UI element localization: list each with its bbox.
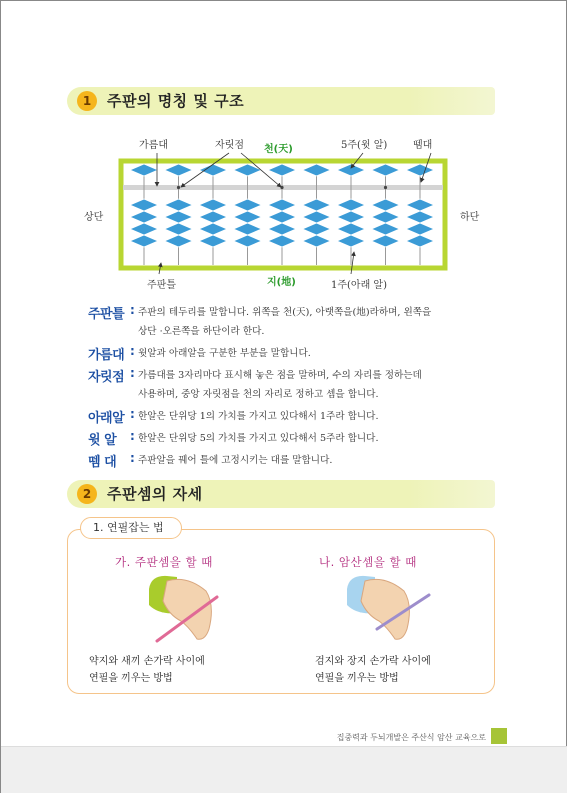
definition-item bbox=[88, 407, 508, 426]
section-header-posture bbox=[67, 480, 495, 508]
definition-body bbox=[138, 429, 508, 448]
unit-dot bbox=[177, 186, 180, 189]
definition-colon: : bbox=[130, 303, 135, 317]
definition-term: 주판틀 bbox=[88, 307, 125, 322]
page-number-box bbox=[491, 728, 507, 744]
definition-list bbox=[88, 303, 508, 473]
unit-dot bbox=[384, 186, 387, 189]
definition-item bbox=[88, 303, 508, 341]
definition-colon: : bbox=[130, 344, 135, 358]
definition-line: 가름대를 3자리마다 표시해 놓은 점을 말하며, 수의 자리를 정하는데 bbox=[138, 370, 422, 381]
bottom-band bbox=[1, 746, 567, 793]
label-upper-side: 상단 bbox=[84, 212, 104, 223]
caption-line: 연필을 끼우는 방법 bbox=[89, 673, 173, 684]
caption-line: 연필을 끼우는 방법 bbox=[315, 673, 399, 684]
label-upper-bead: 5주(윗 알) bbox=[341, 140, 388, 151]
label-beam: 가름대 bbox=[139, 140, 168, 151]
abacus-drawing bbox=[1, 126, 567, 296]
label-earth: 지(地) bbox=[267, 277, 296, 288]
definition-line: 상단 ·오른쪽을 하단이라 한다. bbox=[138, 326, 265, 337]
label-frame: 주판틀 bbox=[147, 280, 176, 291]
definition-line: 한알은 단위당 1의 가치를 가지고 있다해서 1주라 합니다. bbox=[138, 411, 379, 422]
caption-line: 검지와 장지 손가락 사이에 bbox=[315, 656, 431, 667]
definition-line: 한알은 단위당 5의 가치를 가지고 있다해서 5주라 합니다. bbox=[138, 433, 379, 444]
definition-item bbox=[88, 429, 508, 448]
label-unit-dot: 자릿점 bbox=[215, 140, 244, 151]
section-header-structure bbox=[67, 87, 495, 115]
label-lower-side: 하단 bbox=[460, 212, 480, 223]
section-number-badge: 1 bbox=[77, 91, 97, 111]
definition-term: 아래알 bbox=[88, 411, 125, 426]
definition-body bbox=[138, 344, 508, 363]
definition-term: 가름대 bbox=[88, 348, 125, 363]
caption-line: 약지와 새끼 손가락 사이에 bbox=[89, 656, 205, 667]
grip-abacus-title: 가. 주판셈을 할 때 bbox=[115, 555, 213, 569]
label-heaven: 천(天) bbox=[264, 144, 293, 155]
definition-colon: : bbox=[130, 429, 135, 443]
definition-colon: : bbox=[130, 407, 135, 421]
definition-line: 사용하며, 중앙 자릿점을 천의 자리로 정하고 셈을 합니다. bbox=[138, 389, 379, 400]
section-title: 주판의 명칭 및 구조 bbox=[107, 92, 245, 110]
definition-item bbox=[88, 344, 508, 363]
definition-colon: : bbox=[130, 451, 135, 465]
grip-mental-caption bbox=[315, 653, 431, 687]
label-lower-bead: 1주(아래 알) bbox=[331, 280, 387, 291]
grip-abacus-caption bbox=[89, 653, 205, 687]
footer-slogan: 집중력과 두뇌개발은 주산식 암산 교육으로 bbox=[336, 733, 486, 742]
definition-body bbox=[138, 366, 508, 404]
definition-line: 윗알과 아래알을 구분한 부분을 말합니다. bbox=[138, 348, 311, 359]
pencil-grip-label: 1. 연필잡는 법 bbox=[80, 517, 182, 539]
section-number-badge: 2 bbox=[77, 484, 97, 504]
definition-term: 뗌 대 bbox=[88, 455, 117, 470]
definition-line: 주판알을 꿰어 틀에 고정시키는 대를 말합니다. bbox=[138, 455, 333, 466]
definition-body bbox=[138, 407, 508, 426]
definition-colon: : bbox=[130, 366, 135, 380]
definition-item bbox=[88, 366, 508, 404]
definition-term: 자릿점 bbox=[88, 370, 125, 385]
definition-term: 윗 알 bbox=[88, 433, 117, 448]
section-title: 주판셈의 자세 bbox=[107, 485, 203, 503]
definition-body bbox=[138, 303, 508, 341]
definition-line: 주판의 테두리를 말합니다. 위쪽을 천(天), 아랫쪽을(地)라하며, 왼쪽을 bbox=[138, 307, 432, 318]
definition-body bbox=[138, 451, 508, 470]
definition-item bbox=[88, 451, 508, 470]
grip-mental-title: 나. 암산셈을 할 때 bbox=[319, 555, 417, 569]
label-pin: 뗌대 bbox=[413, 140, 433, 151]
abacus-diagram bbox=[1, 126, 567, 296]
